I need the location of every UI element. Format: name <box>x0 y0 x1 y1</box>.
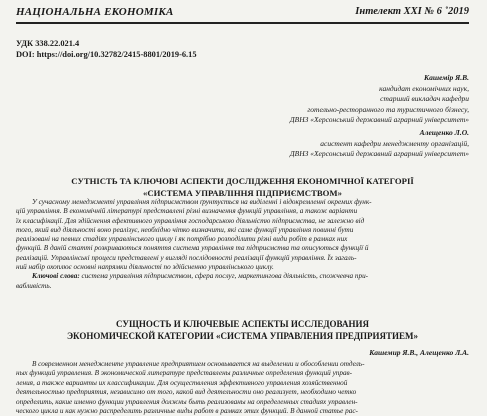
author-block-1 <box>290 73 469 126</box>
abstract-line: того, який вид діяльності воно реалізує, необхідно чітко визначити, які саме функції управління повинні бути <box>16 225 354 234</box>
author-detail: ДВНЗ «Херсонський державний аграрний університет» <box>289 149 469 159</box>
abstract-line: В современном менеджменте управление предприятием основывается на выделении и обособлении отдель- <box>32 360 365 368</box>
author-detail: готельно-ресторанного та туристичного бізнесу, <box>307 104 469 114</box>
abstract-ru <box>16 360 469 416</box>
title-line: СУТНІСТЬ ТА КЛЮЧОВІ АСПЕКТИ ДОСЛІДЖЕННЯ ЕКОНОМІЧНОЇ КАТЕГОРІЇ <box>71 176 414 186</box>
title-line: ЭКОНОМИЧЕСКОЙ КАТЕГОРИИ «СИСТЕМА УПРАВЛЕНИЯ ПРЕДПРИЯТИЕМ» <box>66 330 419 341</box>
abstract-line: функцій. В даній статті розкриваються поняття система управління та підприємства та описуються функції й <box>16 244 369 253</box>
abstract-line: їх класифікації. Для здійснення ефективного управління господарською діяльністю підприємства, не залежно від <box>16 216 365 225</box>
title-line: СУЩНОСТЬ И КЛЮЧЕВЫЕ АСПЕКТЫ ИССЛЕДОВАНИЯ <box>116 319 369 329</box>
abstract-line: ний набір охоплює основні напрямки діяльності по здійсненню управлінського циклу. <box>16 263 274 272</box>
author-name: Кашемір Я.В. <box>424 73 469 82</box>
abstract-line: реалізовані на певних стадіях управлінського циклу і як потрібно розподілити різні види робіт в рамках них <box>16 235 348 244</box>
author-detail: асистент кафедри менеджменту організацій, <box>320 138 469 148</box>
abstract-line: У сучасному менеджменті управління підприємством ґрунтується на виділенні і відокремленні окремих функ- <box>32 198 372 206</box>
keywords-text: система управління підприємством, сфера послуг, маркетингова діяльність, спожчевча при- <box>81 272 369 281</box>
abstract-line: деятельностью предприятия, независимо от того, какой вид деятельности оно реализует, необходимо четко <box>16 388 357 397</box>
abstract-ua <box>16 198 469 291</box>
keywords-line <box>16 272 469 281</box>
abstract-line: определить, какие именно функции управления должны быть реализованы на определенных стадиях управлен- <box>16 397 358 406</box>
keywords-line: вабливість. <box>16 281 52 290</box>
abstract-line: реалізацій. Управлінські процеси представлені у вигляді послідовності реалізації функцій управління. Їх загаль- <box>16 253 357 262</box>
doi-link[interactable]: DOI: https://doi.org/10.32782/2415-8801/2019-6.15 <box>16 50 197 59</box>
issue-label: Інтелект XXI № 6 ˚2019 <box>355 6 469 17</box>
abstract-line: ческого цикла и как нужно распределить различные виды работ в рамках этих функций. В данной статье рас- <box>16 406 358 415</box>
author-name: Алещенко Л.О. <box>419 128 469 137</box>
keywords-label: Ключові слова: <box>32 272 80 281</box>
article-title-ua <box>16 176 469 199</box>
udc-code: УДК 338.22.021.4 <box>16 39 80 48</box>
author-block-2 <box>290 128 469 160</box>
abstract-line: цій управління. В економічній літературі представлені різні визначення функцій управління, а також варіанти <box>16 207 358 216</box>
abstract-line: ления, а также варианты их классификации. Для осуществления эффективного управления хозяйственной <box>16 378 348 387</box>
title-line: «СИСТЕМА УПРАВЛІННЯ ПІДПРИЄМСТВОМ» <box>143 187 342 198</box>
journal-name: НАЦІОНАЛЬНА ЕКОНОМІКА <box>16 6 174 18</box>
header-rule <box>16 22 469 24</box>
author-detail: кандидат економічних наук, <box>379 83 469 93</box>
author-detail: ДВНЗ «Херсонський державний аграрний університет» <box>289 115 469 125</box>
abstract-line: ных функций управления. В экономической литературе представлены различные определения функций управ- <box>16 369 353 378</box>
authors-ru: Кашемир Я.В., Алещенко Л.А. <box>369 348 469 357</box>
running-header <box>16 4 469 22</box>
author-detail: старший викладач кафедри <box>380 94 469 104</box>
article-title-ru <box>16 319 469 342</box>
